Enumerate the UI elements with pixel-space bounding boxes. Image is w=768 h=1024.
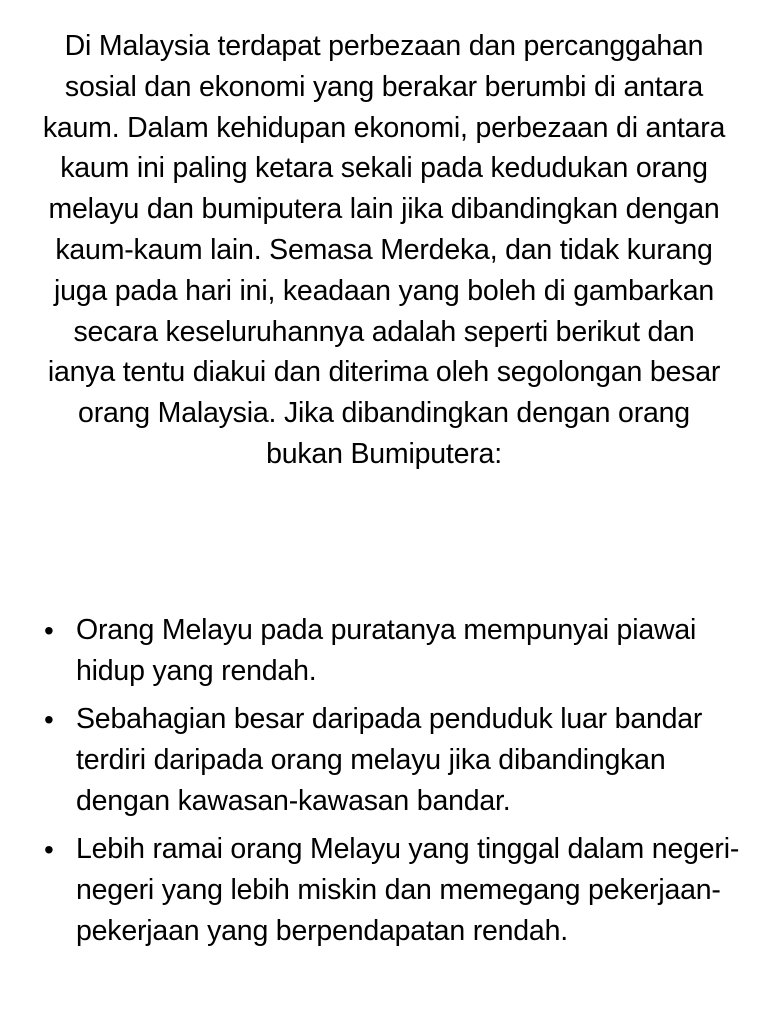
bullet-text-3: Lebih ramai orang Melayu yang tinggal dalam negeri-negeri yang lebih miskin dan memegang pekerjaan-pekerjaan yang berpendapatan rendah. [76, 833, 740, 947]
bullet-icon: • [44, 615, 54, 646]
bullet-icon: • [44, 704, 54, 735]
intro-paragraph: Di Malaysia terdapat perbezaan dan percanggahan sosial dan ekonomi yang berakar berumbi di antara kaum. Dalam kehidupan ekonomi, perbezaan di antara kaum ini paling ketara sekali pada kedudukan orang melayu dan bumiputera lain jika dibandingkan dengan kaum-kaum lain. Semasa Merdeka, dan tidak kurang juga pada hari ini, keadaan yang boleh di gambarkan secara keseluruhannya adalah seperti berikut dan ianya tentu diakui dan diterima oleh segolongan besar orang Malaysia. Jika dibandingkan dengan orang bukan Bumiputera: [42, 30, 726, 470]
bullet-list [40, 610, 740, 959]
bullet-item-3 [40, 829, 740, 952]
bullet-item-1 [40, 610, 740, 692]
bullet-text-1: Orang Melayu pada puratanya mempunyai piawai hidup yang rendah. [76, 614, 697, 687]
bullet-text-2: Sebahagian besar daripada penduduk luar bandar terdiri daripada orang melayu jika dibandingkan dengan kawasan-kawasan bandar. [76, 703, 703, 817]
bullet-icon: • [44, 834, 54, 865]
bullet-item-2 [40, 699, 740, 822]
